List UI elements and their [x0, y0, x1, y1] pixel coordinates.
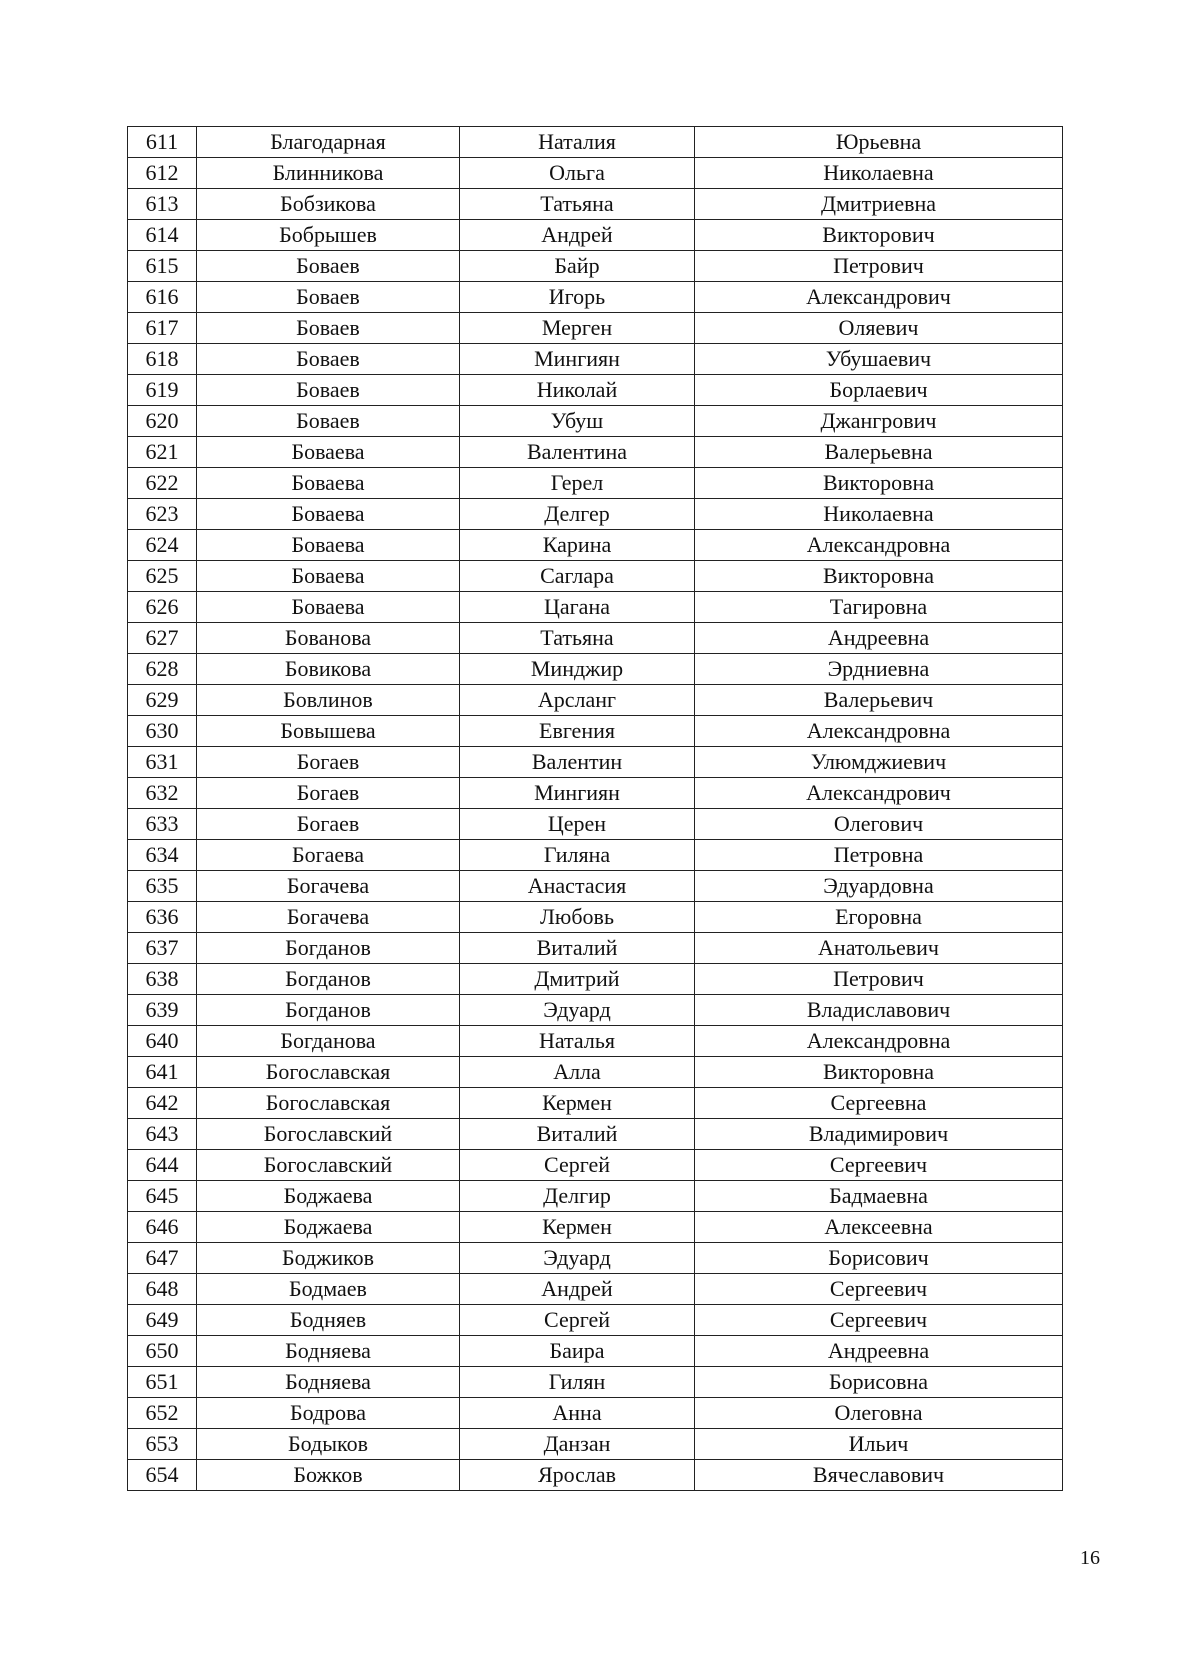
table-row [128, 716, 1063, 747]
row-number-cell: 616 [128, 282, 197, 313]
table-row [128, 158, 1063, 189]
patronymic-cell: Вячеславович [695, 1460, 1063, 1491]
patronymic-cell: Алексеевна [695, 1212, 1063, 1243]
patronymic-cell: Александрович [695, 778, 1063, 809]
first-name-cell: Мингиян [460, 344, 695, 375]
row-number-cell: 638 [128, 964, 197, 995]
patronymic-cell: Владиславович [695, 995, 1063, 1026]
row-number-cell: 644 [128, 1150, 197, 1181]
first-name-cell: Дмитрий [460, 964, 695, 995]
table-row [128, 933, 1063, 964]
patronymic-cell: Убушаевич [695, 344, 1063, 375]
first-name-cell: Наталья [460, 1026, 695, 1057]
table-row [128, 623, 1063, 654]
patronymic-cell: Сергеевна [695, 1088, 1063, 1119]
table-row [128, 902, 1063, 933]
last-name-cell: Боваева [197, 499, 460, 530]
patronymic-cell: Александровна [695, 716, 1063, 747]
table-row [128, 1460, 1063, 1491]
last-name-cell: Богославский [197, 1119, 460, 1150]
patronymic-cell: Анатольевич [695, 933, 1063, 964]
row-number-cell: 637 [128, 933, 197, 964]
last-name-cell: Боджаева [197, 1181, 460, 1212]
last-name-cell: Боджиков [197, 1243, 460, 1274]
first-name-cell: Игорь [460, 282, 695, 313]
names-table [127, 126, 1063, 1491]
patronymic-cell: Андреевна [695, 1336, 1063, 1367]
last-name-cell: Бобрышев [197, 220, 460, 251]
patronymic-cell: Тагировна [695, 592, 1063, 623]
first-name-cell: Эдуард [460, 995, 695, 1026]
first-name-cell: Церен [460, 809, 695, 840]
row-number-cell: 651 [128, 1367, 197, 1398]
table-row [128, 1212, 1063, 1243]
row-number-cell: 626 [128, 592, 197, 623]
last-name-cell: Боваева [197, 561, 460, 592]
first-name-cell: Саглара [460, 561, 695, 592]
last-name-cell: Бовлинов [197, 685, 460, 716]
last-name-cell: Богданов [197, 933, 460, 964]
last-name-cell: Боваев [197, 375, 460, 406]
patronymic-cell: Николаевна [695, 158, 1063, 189]
table-row [128, 375, 1063, 406]
last-name-cell: Бодняев [197, 1305, 460, 1336]
row-number-cell: 617 [128, 313, 197, 344]
patronymic-cell: Викторовна [695, 1057, 1063, 1088]
table-row [128, 1336, 1063, 1367]
last-name-cell: Бовышева [197, 716, 460, 747]
patronymic-cell: Викторовна [695, 468, 1063, 499]
last-name-cell: Блинникова [197, 158, 460, 189]
patronymic-cell: Дмитриевна [695, 189, 1063, 220]
first-name-cell: Валентин [460, 747, 695, 778]
row-number-cell: 631 [128, 747, 197, 778]
row-number-cell: 615 [128, 251, 197, 282]
table-row [128, 1026, 1063, 1057]
patronymic-cell: Сергеевич [695, 1274, 1063, 1305]
patronymic-cell: Викторович [695, 220, 1063, 251]
first-name-cell: Цагана [460, 592, 695, 623]
row-number-cell: 612 [128, 158, 197, 189]
patronymic-cell: Борисовна [695, 1367, 1063, 1398]
row-number-cell: 650 [128, 1336, 197, 1367]
row-number-cell: 632 [128, 778, 197, 809]
row-number-cell: 630 [128, 716, 197, 747]
table-row [128, 1367, 1063, 1398]
table-row [128, 127, 1063, 158]
table-row [128, 1274, 1063, 1305]
first-name-cell: Андрей [460, 220, 695, 251]
table-row [128, 251, 1063, 282]
first-name-cell: Мерген [460, 313, 695, 344]
last-name-cell: Бовикова [197, 654, 460, 685]
first-name-cell: Кермен [460, 1088, 695, 1119]
first-name-cell: Гиляна [460, 840, 695, 871]
table-row [128, 282, 1063, 313]
table-row [128, 561, 1063, 592]
table-row [128, 654, 1063, 685]
row-number-cell: 621 [128, 437, 197, 468]
patronymic-cell: Петрович [695, 964, 1063, 995]
last-name-cell: Бодыков [197, 1429, 460, 1460]
table-row [128, 685, 1063, 716]
table-row [128, 1398, 1063, 1429]
row-number-cell: 624 [128, 530, 197, 561]
last-name-cell: Боваева [197, 468, 460, 499]
last-name-cell: Бодняева [197, 1367, 460, 1398]
row-number-cell: 618 [128, 344, 197, 375]
first-name-cell: Виталий [460, 933, 695, 964]
table-row [128, 1181, 1063, 1212]
row-number-cell: 653 [128, 1429, 197, 1460]
row-number-cell: 623 [128, 499, 197, 530]
row-number-cell: 642 [128, 1088, 197, 1119]
row-number-cell: 611 [128, 127, 197, 158]
table-row [128, 1429, 1063, 1460]
patronymic-cell: Александрович [695, 282, 1063, 313]
patronymic-cell: Егоровна [695, 902, 1063, 933]
first-name-cell: Арсланг [460, 685, 695, 716]
patronymic-cell: Валерьевич [695, 685, 1063, 716]
table-row [128, 220, 1063, 251]
last-name-cell: Бодрова [197, 1398, 460, 1429]
first-name-cell: Любовь [460, 902, 695, 933]
last-name-cell: Бобзикова [197, 189, 460, 220]
table-row [128, 313, 1063, 344]
first-name-cell: Мингиян [460, 778, 695, 809]
patronymic-cell: Борисович [695, 1243, 1063, 1274]
patronymic-cell: Николаевна [695, 499, 1063, 530]
row-number-cell: 629 [128, 685, 197, 716]
last-name-cell: Бодняева [197, 1336, 460, 1367]
table-row [128, 592, 1063, 623]
row-number-cell: 634 [128, 840, 197, 871]
patronymic-cell: Бадмаевна [695, 1181, 1063, 1212]
last-name-cell: Богославский [197, 1150, 460, 1181]
patronymic-cell: Оляевич [695, 313, 1063, 344]
row-number-cell: 648 [128, 1274, 197, 1305]
row-number-cell: 654 [128, 1460, 197, 1491]
patronymic-cell: Петрович [695, 251, 1063, 282]
table-row [128, 530, 1063, 561]
row-number-cell: 641 [128, 1057, 197, 1088]
first-name-cell: Данзан [460, 1429, 695, 1460]
names-table-body [128, 127, 1063, 1491]
last-name-cell: Богаева [197, 840, 460, 871]
last-name-cell: Благодарная [197, 127, 460, 158]
last-name-cell: Богданов [197, 995, 460, 1026]
last-name-cell: Богданов [197, 964, 460, 995]
last-name-cell: Бованова [197, 623, 460, 654]
patronymic-cell: Олегович [695, 809, 1063, 840]
first-name-cell: Андрей [460, 1274, 695, 1305]
row-number-cell: 640 [128, 1026, 197, 1057]
row-number-cell: 649 [128, 1305, 197, 1336]
table-row [128, 1305, 1063, 1336]
last-name-cell: Боваева [197, 592, 460, 623]
row-number-cell: 633 [128, 809, 197, 840]
last-name-cell: Божков [197, 1460, 460, 1491]
last-name-cell: Боджаева [197, 1212, 460, 1243]
table-row [128, 778, 1063, 809]
first-name-cell: Карина [460, 530, 695, 561]
last-name-cell: Богданова [197, 1026, 460, 1057]
patronymic-cell: Викторовна [695, 561, 1063, 592]
patronymic-cell: Сергеевич [695, 1150, 1063, 1181]
first-name-cell: Герел [460, 468, 695, 499]
table-row [128, 809, 1063, 840]
last-name-cell: Боваев [197, 406, 460, 437]
first-name-cell: Наталия [460, 127, 695, 158]
table-row [128, 406, 1063, 437]
last-name-cell: Богаев [197, 809, 460, 840]
table-row [128, 1119, 1063, 1150]
first-name-cell: Ярослав [460, 1460, 695, 1491]
patronymic-cell: Владимирович [695, 1119, 1063, 1150]
first-name-cell: Анастасия [460, 871, 695, 902]
last-name-cell: Боваева [197, 437, 460, 468]
last-name-cell: Боваева [197, 530, 460, 561]
row-number-cell: 627 [128, 623, 197, 654]
row-number-cell: 645 [128, 1181, 197, 1212]
row-number-cell: 636 [128, 902, 197, 933]
patronymic-cell: Ильич [695, 1429, 1063, 1460]
row-number-cell: 635 [128, 871, 197, 902]
patronymic-cell: Сергеевич [695, 1305, 1063, 1336]
last-name-cell: Богаев [197, 778, 460, 809]
row-number-cell: 620 [128, 406, 197, 437]
patronymic-cell: Олеговна [695, 1398, 1063, 1429]
patronymic-cell: Александровна [695, 530, 1063, 561]
table-row [128, 1150, 1063, 1181]
first-name-cell: Валентина [460, 437, 695, 468]
last-name-cell: Богаев [197, 747, 460, 778]
table-row [128, 437, 1063, 468]
first-name-cell: Николай [460, 375, 695, 406]
table-row [128, 499, 1063, 530]
row-number-cell: 614 [128, 220, 197, 251]
last-name-cell: Богославская [197, 1057, 460, 1088]
first-name-cell: Анна [460, 1398, 695, 1429]
first-name-cell: Ольга [460, 158, 695, 189]
patronymic-cell: Александровна [695, 1026, 1063, 1057]
last-name-cell: Боваев [197, 344, 460, 375]
row-number-cell: 647 [128, 1243, 197, 1274]
last-name-cell: Боваев [197, 313, 460, 344]
first-name-cell: Татьяна [460, 189, 695, 220]
first-name-cell: Эдуард [460, 1243, 695, 1274]
table-row [128, 1057, 1063, 1088]
table-row [128, 189, 1063, 220]
row-number-cell: 639 [128, 995, 197, 1026]
last-name-cell: Богославская [197, 1088, 460, 1119]
row-number-cell: 625 [128, 561, 197, 592]
first-name-cell: Татьяна [460, 623, 695, 654]
row-number-cell: 628 [128, 654, 197, 685]
patronymic-cell: Андреевна [695, 623, 1063, 654]
row-number-cell: 646 [128, 1212, 197, 1243]
row-number-cell: 652 [128, 1398, 197, 1429]
table-row [128, 995, 1063, 1026]
first-name-cell: Гилян [460, 1367, 695, 1398]
first-name-cell: Делгер [460, 499, 695, 530]
patronymic-cell: Эрдниевна [695, 654, 1063, 685]
last-name-cell: Бодмаев [197, 1274, 460, 1305]
table-row [128, 747, 1063, 778]
table-row [128, 871, 1063, 902]
first-name-cell: Баира [460, 1336, 695, 1367]
row-number-cell: 622 [128, 468, 197, 499]
first-name-cell: Убуш [460, 406, 695, 437]
first-name-cell: Кермен [460, 1212, 695, 1243]
table-row [128, 1088, 1063, 1119]
row-number-cell: 613 [128, 189, 197, 220]
table-row [128, 840, 1063, 871]
table-row [128, 1243, 1063, 1274]
patronymic-cell: Джангрович [695, 406, 1063, 437]
table-row [128, 468, 1063, 499]
last-name-cell: Боваев [197, 251, 460, 282]
last-name-cell: Богачева [197, 902, 460, 933]
table-row [128, 344, 1063, 375]
row-number-cell: 619 [128, 375, 197, 406]
row-number-cell: 643 [128, 1119, 197, 1150]
page-number: 16 [1080, 1547, 1100, 1569]
first-name-cell: Сергей [460, 1305, 695, 1336]
table-row [128, 964, 1063, 995]
patronymic-cell: Валерьевна [695, 437, 1063, 468]
last-name-cell: Боваев [197, 282, 460, 313]
patronymic-cell: Эдуардовна [695, 871, 1063, 902]
patronymic-cell: Петровна [695, 840, 1063, 871]
first-name-cell: Минджир [460, 654, 695, 685]
first-name-cell: Делгир [460, 1181, 695, 1212]
first-name-cell: Сергей [460, 1150, 695, 1181]
first-name-cell: Виталий [460, 1119, 695, 1150]
patronymic-cell: Юрьевна [695, 127, 1063, 158]
first-name-cell: Байр [460, 251, 695, 282]
patronymic-cell: Борлаевич [695, 375, 1063, 406]
first-name-cell: Евгения [460, 716, 695, 747]
last-name-cell: Богачева [197, 871, 460, 902]
first-name-cell: Алла [460, 1057, 695, 1088]
patronymic-cell: Улюмджиевич [695, 747, 1063, 778]
